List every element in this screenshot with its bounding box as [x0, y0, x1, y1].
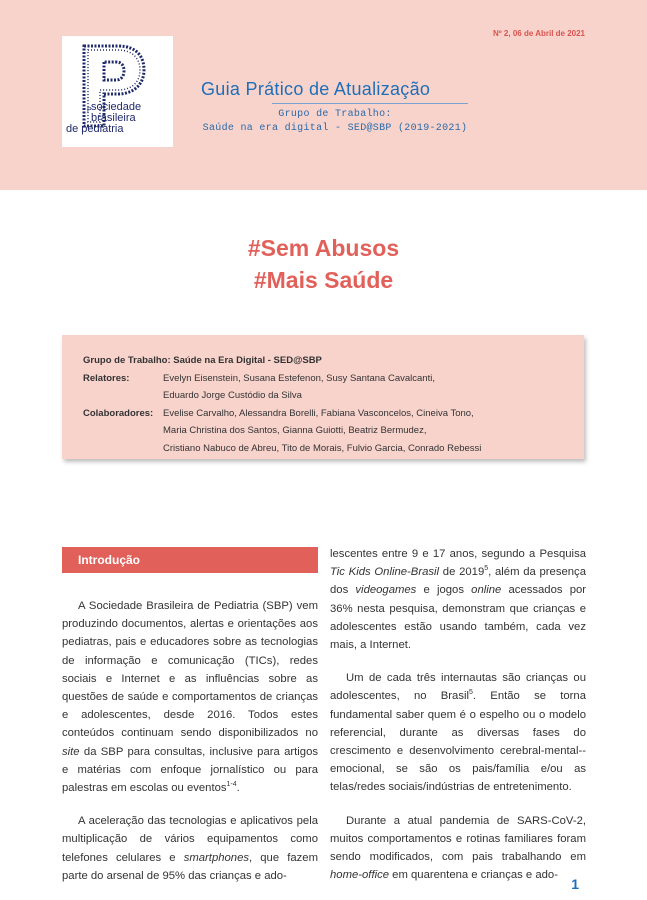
text-run: , além da presença dos — [330, 566, 586, 597]
colaboradores-row-2 — [83, 422, 481, 440]
working-group — [180, 108, 490, 136]
text-run: e jogos — [423, 584, 464, 597]
working-group-line-1: Grupo de Trabalho: — [278, 109, 392, 120]
authors-heading: Grupo de Trabalho: Saúde na Era Digital - SED@SBP — [83, 355, 322, 366]
paragraph — [330, 812, 586, 885]
text-run: A aceleração das tecnologias e aplicativos pela multiplicação de vários equipamentos como telefones celulares e — [62, 815, 318, 864]
headline-line-2: #Mais Saúde — [253, 267, 394, 293]
relatores-label: Relatores: — [83, 372, 130, 384]
reference-superscript: 5 — [469, 689, 473, 697]
paragraph: A Sociedade Brasileira de Pediatria (SBP) vem produzindo documentos, alertas e orientações aos pediatras, pais e educadores sobre as tecnologias de informação e comunicação (TICs), redes sociais e Internet e as influências sobre as questões de saúde e comportamentos de crianças e adolescentes, desde 2016. Todos estes conteúdos continuam sendo disponibilizados no site da SBP para consultas, inclusive para artigos e matérias com enfoque jornalístico ou para palestras em escolas ou eventos$^{1-4}$. — [62, 600, 318, 795]
page-number: 1 — [571, 876, 579, 892]
issue-date: Nº 2, 06 de Abril de 2021 — [493, 29, 585, 38]
section-header-introducao — [62, 547, 318, 573]
colaboradores-line-2: Maria Christina dos Santos, Gianna Guiotti, Beatriz Bermudez, — [163, 425, 427, 436]
authors-box — [62, 335, 584, 459]
text-run: lescentes entre 9 e 17 anos, segundo a Pesquisa — [330, 548, 586, 560]
relatores-line-1: Evelyn Eisenstein, Susana Estefenon, Susy Santana Cavalcanti, — [163, 372, 435, 384]
relatores-row-2 — [83, 387, 481, 405]
text-run: acessados por 36% nesta pesquisa, demonstram que crianças e adolescentes estão usando também, cada vez mais, a Internet. — [330, 584, 587, 652]
text-run-italic: Tic Kids Online-Brasil — [330, 566, 440, 579]
logo-line-3: de pediatria — [66, 123, 124, 135]
colaboradores-line-3: Cristiano Nabuco de Abreu, Tito de Morais, Fulvio Garcia, Conrado Rebessi — [163, 442, 482, 454]
reference-superscript: 5 — [484, 565, 489, 573]
logo-line-1: sociedade — [91, 101, 142, 113]
text-run: , que fazem parte do arsenal de 95% das crianças e ado- — [62, 851, 318, 882]
relatores-line-2: Eduardo Jorge Custódio da Silva — [163, 390, 302, 401]
title-divider — [272, 103, 468, 104]
text-run: A Sociedade Brasileira de Pediatria (SBP) vem produzindo documentos, alertas e orientações aos pediatras, pais e educadores sobre as tecnologias de informação e comunicação (TICs), redes sociais e Internet e as influências sobre as questões de saúde e comportamentos de crianças e adolescentes, desde 2016. Todos estes conteúdos continuam sendo disponibilizados no — [62, 600, 318, 740]
text-run: em quarentena e crianças e ado- — [392, 869, 558, 882]
paragraph — [330, 545, 586, 654]
text-run: . Então se torna fundamental saber quem é o espelho ou o modelo referencial, durante as diversas fases do crescimento e desenvolvimento cerebral-mental--emocional, se são os pais/família e/ou as telas/redes sociais/indústrias de entretenimento. — [330, 690, 586, 794]
headline-line-1: #Sem Abusos — [247, 235, 400, 261]
paragraph — [62, 812, 318, 885]
colaboradores-row-1 — [83, 405, 481, 423]
colaboradores-label: Colaboradores: — [83, 407, 154, 419]
text-run: Durante a atual pandemia de SARS-CoV-2, muitos comportamentos e rotinas familiares foram sendo modificados, com pais trabalhando em — [330, 814, 586, 864]
guide-title: Guia Prático de Atualização — [201, 79, 431, 99]
text-run: Um de cada três internautas são crianças ou adolescentes, no Brasil — [330, 672, 586, 703]
text-run: da SBP para consultas, inclusive para artigos e matérias com enfoque jornalístico ou para palestras em escolas ou eventos — [62, 745, 318, 795]
left-column — [62, 597, 318, 900]
svg-text:P: P — [87, 107, 92, 114]
reference-superscript: 1-4 — [226, 781, 237, 789]
right-column — [330, 545, 586, 899]
relatores-row-1 — [83, 370, 481, 388]
header-band — [0, 0, 647, 190]
text-run-italic: online — [471, 584, 502, 597]
text-run-italic: home-office — [330, 869, 390, 882]
text-run-italic: smartphones — [183, 851, 250, 864]
logo-line-2: brasileira — [91, 112, 136, 124]
text-run-italic: videogames — [355, 584, 417, 597]
text-run: de 2019 — [442, 566, 485, 579]
working-group-line-2: Saúde na era digital - SED@SBP (2019-2021) — [202, 123, 468, 134]
authors-content — [83, 352, 481, 457]
paragraph — [330, 669, 586, 796]
section-title: Introdução — [78, 553, 140, 567]
document-headline — [0, 232, 647, 296]
colaboradores-row-3 — [83, 440, 481, 458]
colaboradores-line-1: Evelise Carvalho, Alessandra Borelli, Fabiana Vasconcelos, Cineiva Tono, — [163, 407, 474, 419]
text-run-italic: site — [62, 745, 80, 758]
logo-wordmark — [66, 101, 142, 135]
sbp-logo — [62, 36, 173, 147]
